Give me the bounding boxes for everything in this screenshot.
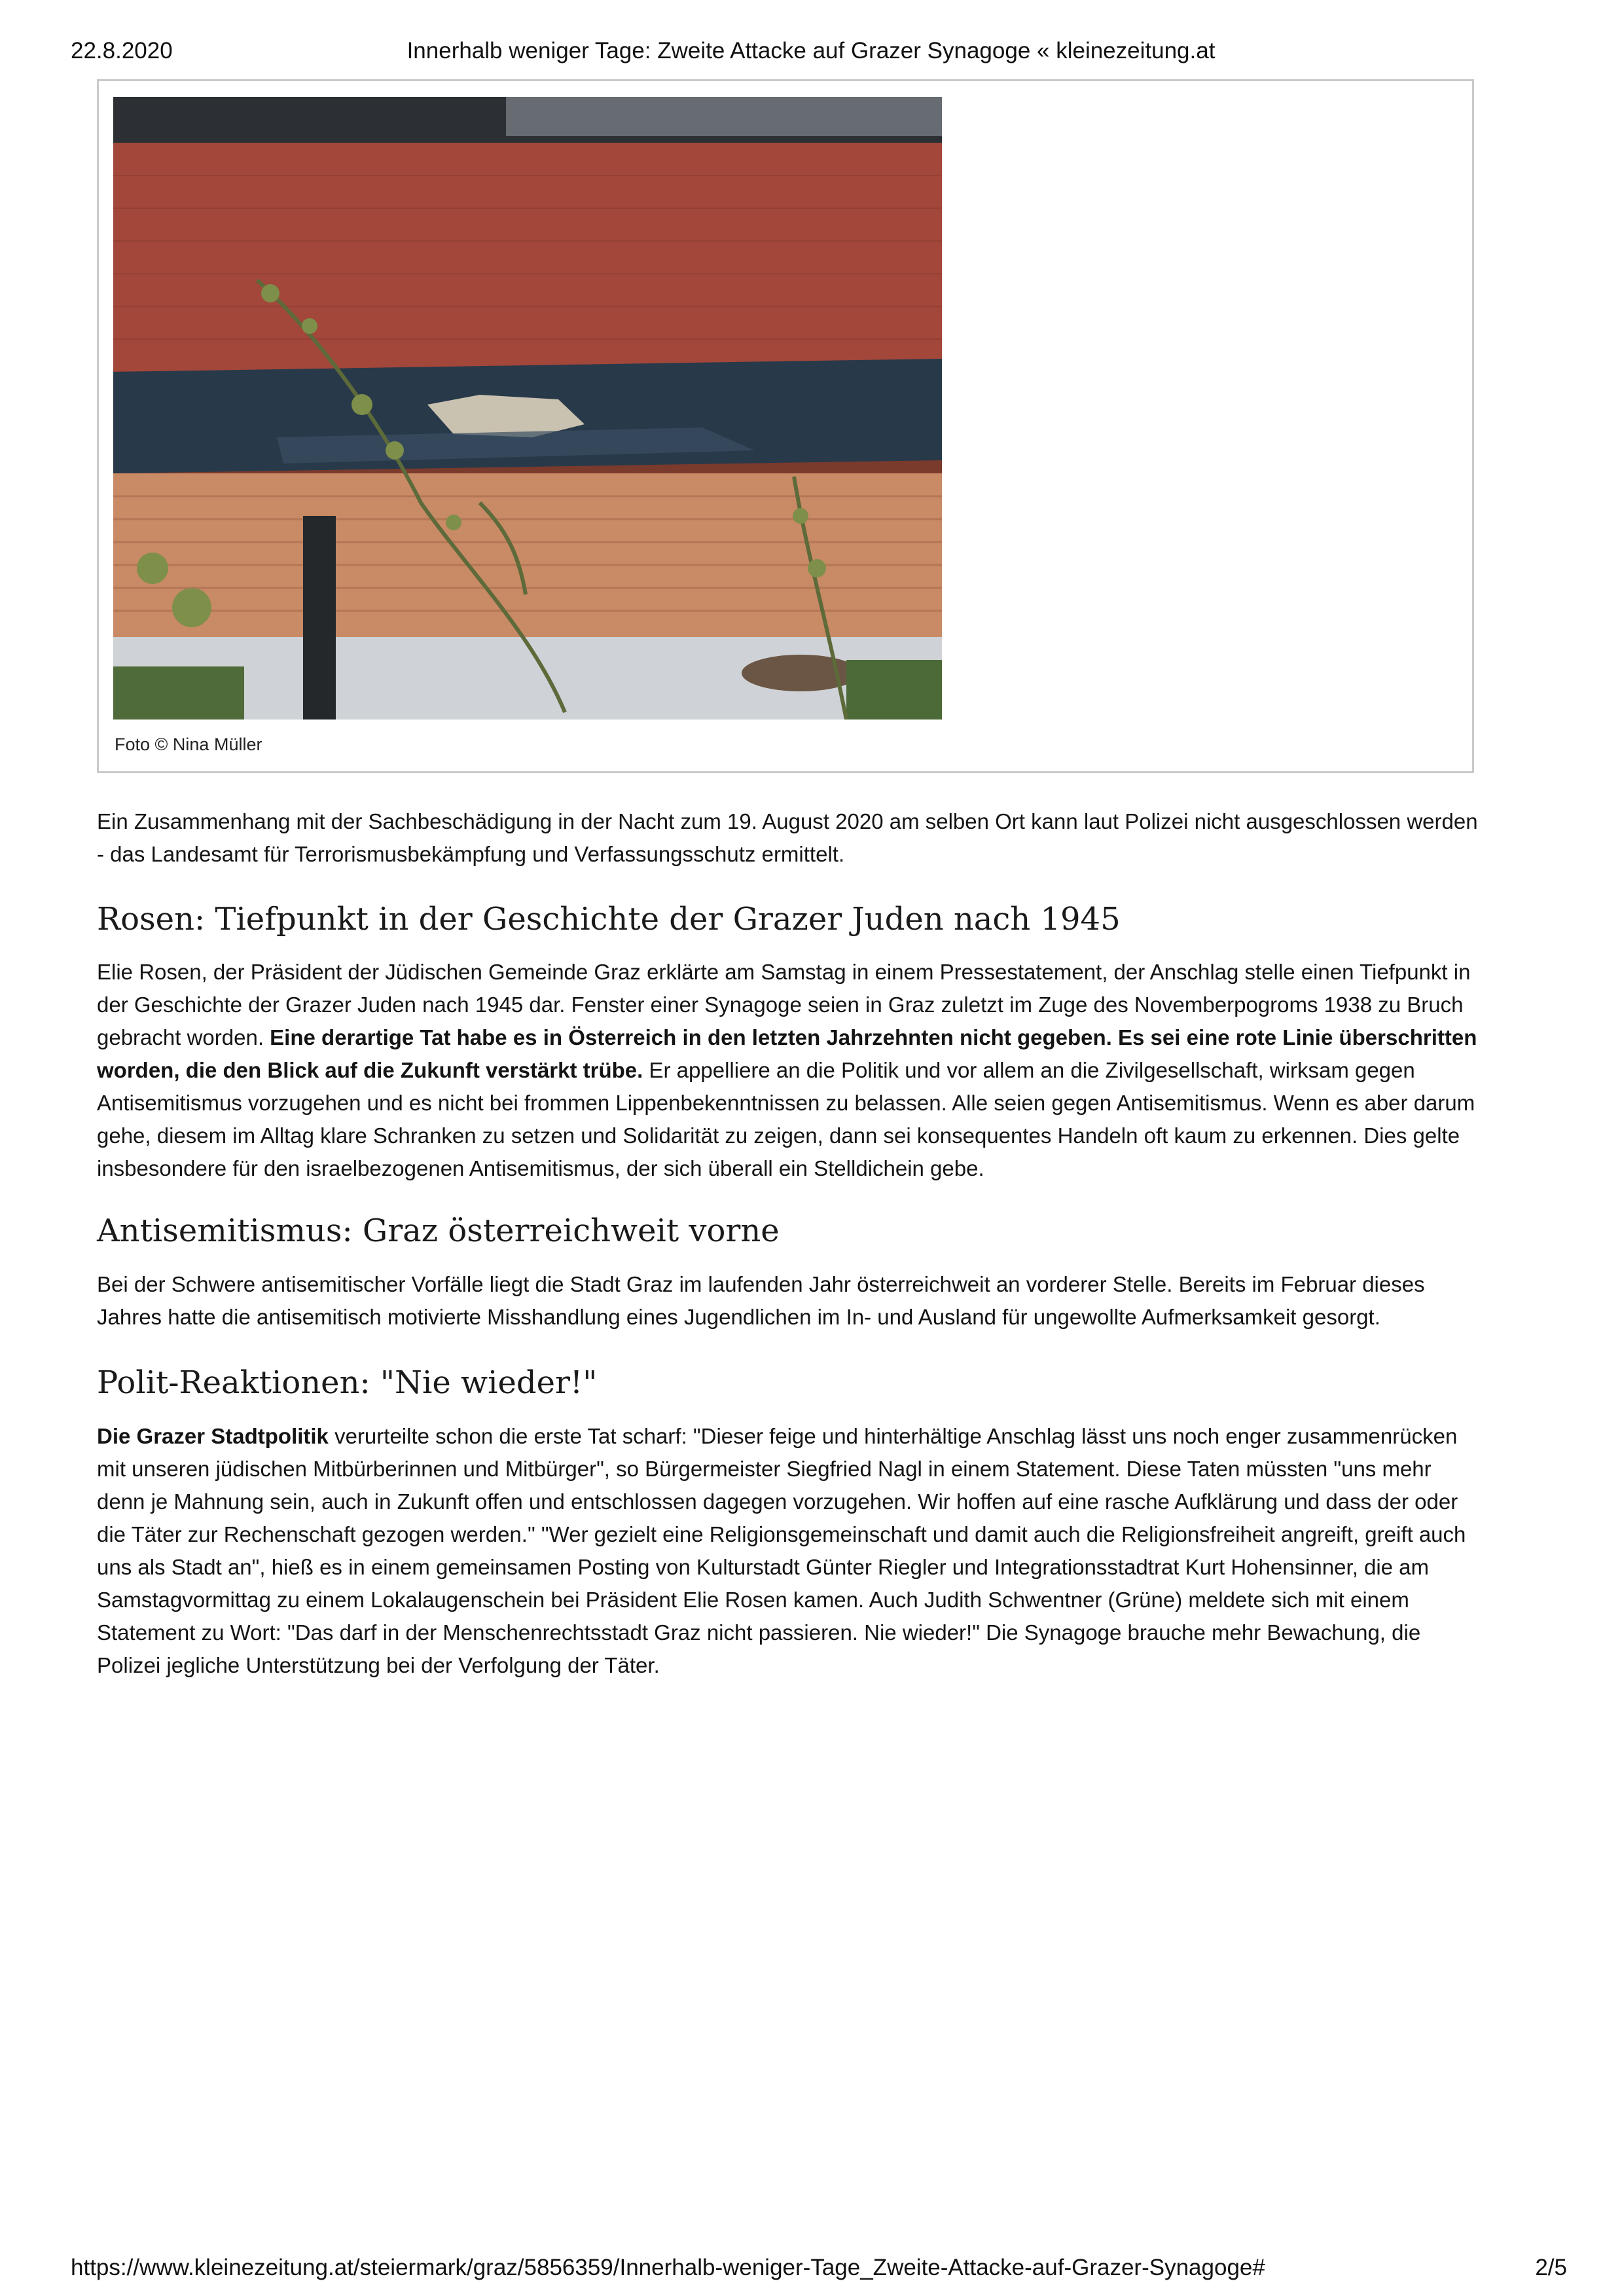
intro-text: Ein Zusammenhang mit der Sachbeschädigung in der Nacht zum 19. August 2020 am selben Ort kann laut Polizei nicht ausgeschlossen werden - das Landesamt für Terrorismusbekämpfung und Verfassungsschutz ermittelt. bbox=[97, 809, 1478, 866]
section1-bold-quote: Eine derartige Tat habe es in Österreich in den letzten Jahrzehnten nicht gegeben. Es sei eine rote Linie überschritten worden, die den Blick auf die Zukunft verstärkt trübe. bbox=[97, 1025, 1477, 1082]
section3-paragraph bbox=[97, 1420, 1478, 1682]
section1-text-start: Elie Rosen, der Präsident der Jüdischen Gemeinde Graz erklärte am Samstag in einem Pressestatement, der Anschlag stelle einen Tiefpunkt in der Geschichte der Grazer Juden nach 1945 dar. Fenster einer Synagoge seien in Graz zuletzt im Zuge des Novemberpogroms 1938 zu Bruch gebracht worden. bbox=[97, 960, 1471, 1049]
print-page-title: Innerhalb weniger Tage: Zweite Attacke auf Grazer Synagoge « kleinezeitung.at bbox=[406, 38, 1216, 64]
section2-text: Bei der Schwere antisemitischer Vorfälle liegt die Stadt Graz im laufenden Jahr österreichweit an vorderer Stelle. Bereits im Februar dieses Jahres hatte die antisemitisch motivierte Misshandlung eines Jugendlichen im In- und Ausland für ungewollte Aufmerksamkeit gesorgt. bbox=[97, 1272, 1425, 1329]
synagogue-damage-image bbox=[113, 97, 942, 720]
section-heading-polit-reaktionen: Polit-Reaktionen: "Nie wieder!" bbox=[97, 1364, 598, 1401]
print-date: 22.8.2020 bbox=[71, 38, 173, 64]
section1-text-end: Er appelliere an die Politik und vor allem an die Zivilgesellschaft, wirksam gegen Antisemitismus vorzugehen und es nicht bei frommen Lippenbekenntnissen zu belassen. Alle seien gegen Antisemitismus. Wenn es aber darum gehe, diesem im Alltag klare Schranken zu setzen und Solidarität zu zeigen, dann sei konsequentes Handeln oft kaum zu erkennen. Dies gelte insbesondere für den israelbezogenen Antisemitismus, der sich überall ein Stelldichein gebe. bbox=[97, 1058, 1475, 1180]
photo-credit: Foto © Nina Müller bbox=[115, 735, 262, 754]
print-url: https://www.kleinezeitung.at/steiermark/graz/5856359/Innerhalb-weniger-Tage_Zweite-Attacke-auf-Grazer-Synagoge# bbox=[71, 2255, 1265, 2280]
section-heading-antisemitismus: Antisemitismus: Graz österreichweit vorne bbox=[97, 1212, 780, 1249]
section3-bold-lead: Die Grazer Stadtpolitik bbox=[97, 1424, 329, 1448]
section2-paragraph bbox=[97, 1268, 1478, 1334]
synagogue-photo bbox=[113, 97, 942, 720]
article-figure bbox=[97, 79, 1474, 773]
section1-paragraph bbox=[97, 956, 1478, 1185]
article-intro-paragraph bbox=[97, 805, 1478, 871]
print-page-number: 2/5 bbox=[1535, 2255, 1567, 2280]
section-heading-rosen: Rosen: Tiefpunkt in der Geschichte der Grazer Juden nach 1945 bbox=[97, 901, 1121, 938]
section3-text: verurteilte schon die erste Tat scharf: "Dieser feige und hinterhältige Anschlag lässt uns noch enger zusammenrücken mit unseren jüdischen Mitbürberinnen und Mitbürger", so Bürgermeister Siegfried Nagl in einem Statement. Diese Taten müssten "uns mehr denn je Mahnung sein, auch in Zukunft offen und entschlossen dagegen vorzugehen. Wir hoffen auf eine rasche Aufklärung und dass der oder die Täter zur Rechenschaft gezogen werden." "Wer gezielt eine Religionsgemeinschaft und damit auch die Religionsfreiheit angreift, greift auch uns als Stadt an", hieß es in einem gemeinsamen Posting von Kulturstadt Günter Riegler und Integrationsstadtrat Kurt Hohensinner, die am Samstagvormittag zu einem Lokalaugenschein bei Präsident Elie Rosen kamen. Auch Judith Schwentner (Grüne) meldete sich mit einem Statement zu Wort: "Das darf in der Menschenrechtsstadt Graz nicht passieren. Nie wieder!" Die Synagoge brauche mehr Bewachung, die Polizei jegliche Unterstützung bei der Verfolgung der Täter. bbox=[97, 1424, 1466, 1677]
